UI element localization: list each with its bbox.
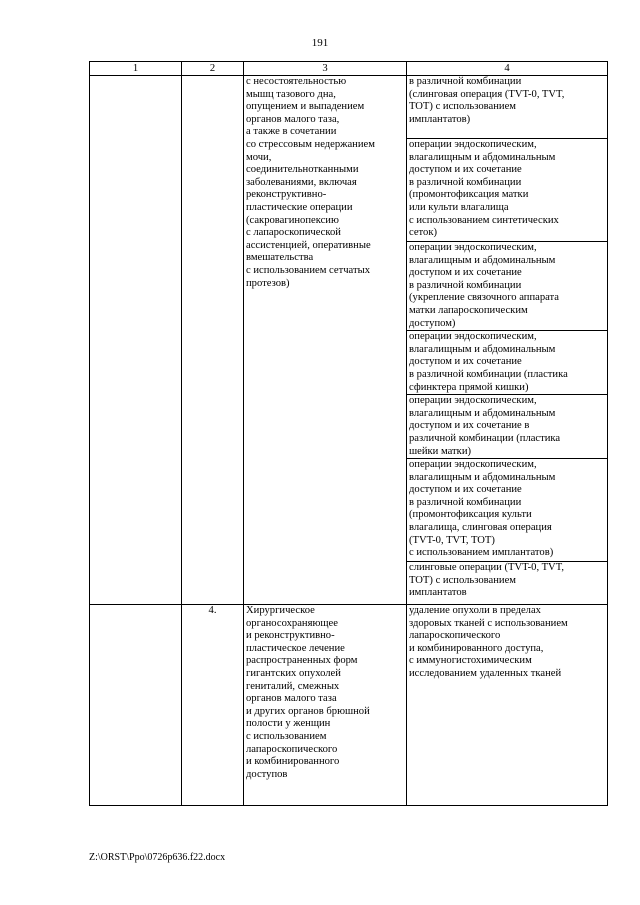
row-a-method-6: операции эндоскопическим, влагалищным и абдоминальным доступом и их сочетание в различной комбинации (промонтофиксация культи влагалища, слинговая операция (TVT-0, TVT, TOT) с использованием имплантатов): [407, 459, 608, 562]
header-cell-3: 3: [244, 62, 407, 76]
row-a-col2-cell: [182, 76, 244, 605]
row-a-condition-cell: с несостоятельностью мышц тазового дна, опущением и выпадением органов малого таза, а также в сочетании со стрессовым недержанием мочи, соединительнотканными заболеваниями, включая реконструктивно- пластические операции (сакровагинопексию с лапароскопической ассистенцией, оперативные вмешательства с использованием сетчатых протезов): [244, 76, 407, 605]
row-a-method-2: операции эндоскопическим, влагалищным и абдоминальным доступом и их сочетание в различной комбинации (промонтофиксация матки или культи влагалища с использованием синтетических сеток): [407, 139, 608, 242]
row-b-condition-cell: Хирургическое органосохраняющее и реконструктивно- пластическое лечение распространенных форм гигантских опухолей гениталий, смежных органов малого таза и других органов брюшной полости у женщин с использованием лапароскопического и комбинированного доступов: [244, 605, 407, 806]
table-row: [90, 76, 608, 139]
header-cell-4: 4: [407, 62, 608, 76]
table-header-row: [90, 62, 608, 76]
row-a-col1-cell: [90, 76, 182, 605]
page-number: 191: [311, 37, 329, 49]
header-cell-1: 1: [90, 62, 182, 76]
row-a-method-5: операции эндоскопическим, влагалищным и абдоминальным доступом и их сочетание в различной комбинации (пластика шейки матки): [407, 395, 608, 459]
procedures-table: [89, 61, 608, 806]
row-a-method-7: слинговые операции (TVT-0, TVT, TOT) с использованием имплантатов: [407, 562, 608, 605]
header-cell-2: 2: [182, 62, 244, 76]
file-path-footer: Z:\ORST\Ppo\0726p636.f22.docx: [89, 852, 226, 863]
table-row: [90, 605, 608, 806]
row-a-method-4: операции эндоскопическим, влагалищным и абдоминальным доступом и их сочетание в различной комбинации (пластика сфинктера прямой кишки): [407, 331, 608, 395]
row-b-method-cell: удаление опухоли в пределах здоровых тканей с использованием лапароскопического и комбинированного доступа, с иммуногистохимическим исследованием удаленных тканей: [407, 605, 608, 806]
row-a-method-1: в различной комбинации (слинговая операция (TVT-0, TVT, TOT) с использованием имплантатов): [407, 76, 608, 139]
row-b-number-cell: 4.: [182, 605, 244, 806]
row-a-method-3: операции эндоскопическим, влагалищным и абдоминальным доступом и их сочетание в различной комбинации (укрепление связочного аппарата матки лапароскопическим доступом): [407, 242, 608, 331]
row-b-col1-cell: [90, 605, 182, 806]
